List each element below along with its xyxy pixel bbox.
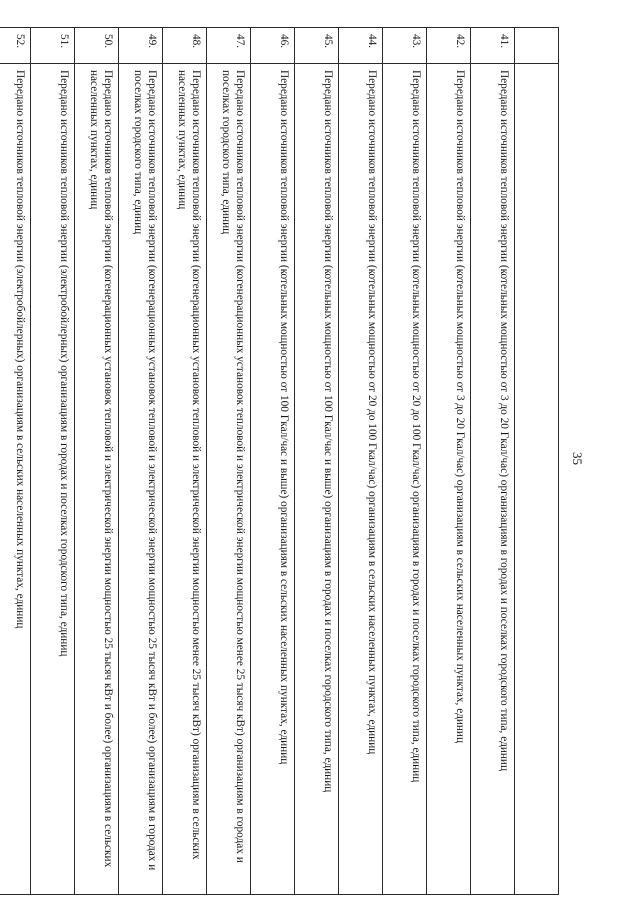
row-number: 48. [163,28,207,64]
row-description: Передано источников тепловой энергии (котельных мощностью от 20 до 100 Гкал/час) организациям в сельских населенных пунктах, единиц [339,64,383,895]
row-number: 47. [207,28,251,64]
row-description: Передано источников тепловой энергии (когенерационных установок тепловой и электрической энергии мощностью 25 тысяч кВт и более) организациям в сельских населенных пунктах, единиц [75,64,119,895]
row-number: 45. [295,28,339,64]
page-number: 35 [570,452,585,465]
table-row [207,28,251,895]
row-description: Передано источников тепловой энергии (когенерационных установок тепловой и электрической энергии мощностью 25 тысяч кВт и более) организациям в городах и поселках городского типа, единиц [119,64,163,895]
table-row [383,28,427,895]
row-number: 43. [383,28,427,64]
row-description [515,64,559,895]
row-number: 46. [251,28,295,64]
table-row [471,28,515,895]
row-number: 44. [339,28,383,64]
row-number: 41. [471,28,515,64]
row-description: Передано источников тепловой энергии (котельных мощностью от 100 Гкал/час и выше) организациям в городах и поселках городского типа, единиц [295,64,339,895]
row-description: Передано источников тепловой энергии (котельных мощностью от 100 Гкал/час и выше) организациям в сельских населенных пунктах, единиц [251,64,295,895]
document-page [14,27,559,895]
indicator-table [0,27,559,895]
row-number: 49. [119,28,163,64]
table-row [427,28,471,895]
row-number: 50. [75,28,119,64]
row-number: 52. [0,28,31,64]
row-number [515,28,559,64]
table-row [0,28,31,895]
row-description: Передано источников тепловой энергии (электробойлерных) организациям в городах и поселках городского типа, единиц [31,64,75,895]
table-row [31,28,75,895]
table-row [295,28,339,895]
table-row [251,28,295,895]
row-description: Передано источников тепловой энергии (котельных мощностью от 3 до 20 Гкал/час) организациям в сельских населенных пунктах, единиц [427,64,471,895]
row-description: Передано источников тепловой энергии (котельных мощностью от 20 до 100 Гкал/час) организациям в городах и поселках городского типа, единиц [383,64,427,895]
row-description: Передано источников тепловой энергии (электробойлерных) организациям в сельских населенных пунктах, единиц [0,64,31,895]
table-row [119,28,163,895]
table-row [515,28,559,895]
table-row [163,28,207,895]
row-description: Передано источников тепловой энергии (когенерационных установок тепловой и электрической энергии мощностью менее 25 тысяч кВт) организациям в городах и поселках городского типа, единиц [207,64,251,895]
row-description: Передано источников тепловой энергии (когенерационных установок тепловой и электрической энергии мощностью менее 25 тысяч кВт) организациям в сельских населенных пунктах, единиц [163,64,207,895]
table-row [75,28,119,895]
row-number: 42. [427,28,471,64]
row-description: Передано источников тепловой энергии (котельных мощностью от 3 до 20 Гкал/час) организациям в городах и поселках городского типа, единиц [471,64,515,895]
row-number: 51. [31,28,75,64]
table-row [339,28,383,895]
